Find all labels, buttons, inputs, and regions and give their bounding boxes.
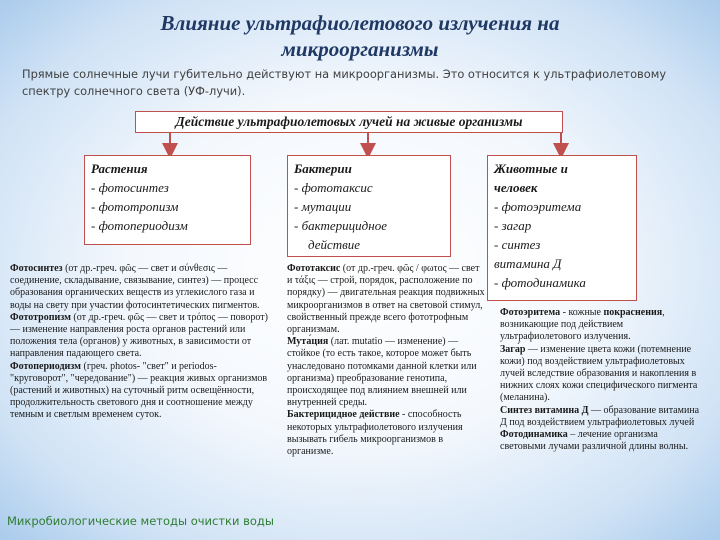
category-item: - загар xyxy=(494,218,532,233)
definition-mutation xyxy=(287,336,487,409)
category-bacteria-head: Бактерии xyxy=(294,161,352,176)
definition-text: — изменение цвета кожи (потемнение кожи) под воздействием ультрафиолетовых лучей вследствие образования и накопления в нижних слоях кожи специфического пигмента (меланина). xyxy=(500,343,698,404)
category-animals-head-2: человек xyxy=(494,180,538,195)
definition-text: — образование витамина Д под воздействием ультрафиолетовых лучей xyxy=(500,404,700,428)
category-item: действие xyxy=(308,237,361,252)
term: Зага́р xyxy=(500,343,526,355)
definition-photoerythema xyxy=(500,307,700,344)
definition-vitamin-d xyxy=(500,405,700,429)
term: Фотодинамика xyxy=(500,429,568,441)
category-item: - мутации xyxy=(294,199,352,214)
definition-text: – лечение организма световыми лучами различной длины волны. xyxy=(500,429,689,453)
animals-definitions xyxy=(500,307,700,453)
definition-text: - кожные xyxy=(560,307,604,318)
definition-text: - способность некоторых ультрафиолетового излучения вызывать гибель микроорганизмов в организме. xyxy=(287,409,463,458)
term: Фотоэритема xyxy=(500,307,561,318)
definition-bactericidal xyxy=(287,409,487,458)
category-item: - фототропизм xyxy=(91,199,179,214)
category-item: - синтез xyxy=(494,237,541,252)
definition-text: (от др.-греч. φῶς — свет и σύνθεσις — соединение, складывание, связывание, синтез) — процесс образования органических веществ из углекислого газа и воды на свету при участии фотосинтетических пигментов. xyxy=(10,263,260,311)
connector-arrows xyxy=(0,0,720,160)
term: Бактерицидное действие xyxy=(287,409,400,421)
category-item: - бактерицидное xyxy=(294,218,387,233)
category-plants-head: Растения xyxy=(91,161,148,176)
category-item: - фотоэритема xyxy=(494,199,582,214)
page-title: Влияние ультрафиолетового излучения на микроорганизмы xyxy=(160,11,560,61)
category-bacteria xyxy=(287,155,451,257)
term: Фототропи́зм xyxy=(10,311,71,323)
term: покраснения xyxy=(603,307,663,318)
category-item: - фототаксис xyxy=(294,180,373,195)
definition-text: (лат. mutatio — изменение) — стойкое (то есть такое, которое может быть унаследовано потомками данной клетки или организма) преобразование генотипа, происходящее под влиянием внешней или внутренней среды. xyxy=(287,336,477,409)
term: Мута́ция xyxy=(287,336,329,348)
intro-text: Прямые солнечные лучи губительно действуют на микроорганизмы. Это относится к ультрафиолетовому спектру солнечного света (УФ-лучи). xyxy=(22,67,667,98)
definition-phototaxis xyxy=(287,263,487,336)
category-item: витамина Д xyxy=(494,256,562,271)
category-animals xyxy=(487,155,637,301)
definition-text: (от др.-греч. φῶς — свет и τρόπος — поворот) — изменение направления роста органов растений или положения тела (органов) у животных, в зависимости от направления падающего света. xyxy=(10,311,268,360)
definition-text: (греч. photos- "свет" и periodos- "круговорот", "чередование") — реакция живых организмов (растений и животных) на суточный ритм освещённости, продолжительность светового дня и соотношение между темным и светлым временем суток. xyxy=(10,360,268,421)
definition-text: (от др.-греч. φῶς / φωτος — свет и τάξις — строй, порядок, расположение по порядку) — двигательная реакция подвижных микроорганизмов в ответ на световой стимул, свойственный прежде всего фототрофным организмам. xyxy=(287,263,485,336)
definition-photodynamics xyxy=(500,429,700,453)
definition-phototropism xyxy=(10,312,274,361)
category-plants xyxy=(84,155,251,245)
footer-caption: Микробиологические методы очистки воды xyxy=(7,514,274,528)
bacteria-definitions xyxy=(287,263,487,458)
plants-definitions xyxy=(10,263,274,422)
category-animals-head: Животные и xyxy=(494,161,568,176)
category-item: - фотодинамика xyxy=(494,275,586,290)
definition-photoperiodism xyxy=(10,361,274,422)
term: Фототаксис xyxy=(287,263,341,274)
main-topic-box: Действие ультрафиолетовых лучей на живые организмы xyxy=(135,111,563,133)
definition-tan xyxy=(500,344,700,405)
term: Фотопериодизм xyxy=(10,360,81,372)
category-item: - фотосинтез xyxy=(91,180,169,195)
category-item: - фотопериодизм xyxy=(91,218,188,233)
definition-text: , возникающие под действием ультрафиолетового излучения. xyxy=(500,307,665,343)
definition-photosynthesis xyxy=(10,263,274,312)
term: Синтез витамина Д xyxy=(500,404,589,416)
term: Фотосинтез xyxy=(10,263,63,274)
